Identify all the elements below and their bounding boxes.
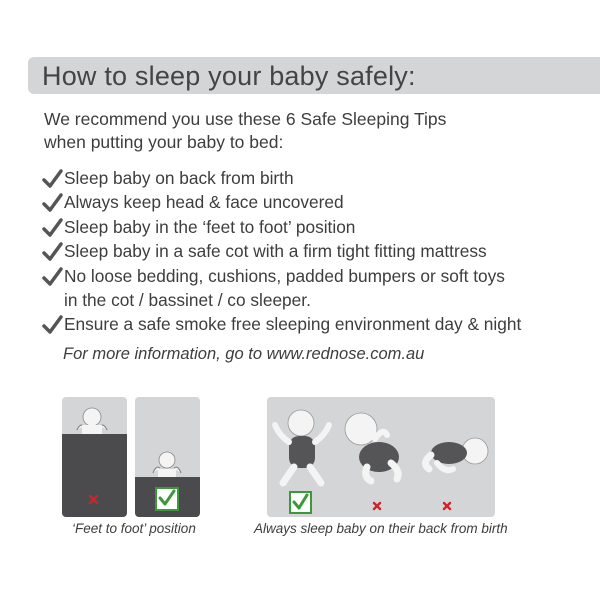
- more-info-link: For more information, go to www.rednose.com.au: [63, 345, 425, 363]
- tip-text: Sleep baby in a safe cot with a firm tight fitting mattress: [64, 241, 487, 262]
- cot-wrong-panel: [62, 397, 127, 517]
- tip-item: [42, 239, 521, 263]
- intro-text: [44, 108, 446, 154]
- blanket: [62, 434, 127, 517]
- tip-item: [42, 264, 521, 313]
- page-title: How to sleep your baby safely:: [42, 61, 416, 91]
- tips-list: [42, 166, 521, 337]
- cot-correct-panel: [135, 397, 200, 517]
- check-icon: [42, 217, 64, 239]
- check-icon: [42, 192, 64, 214]
- check-icon: [290, 492, 311, 513]
- check-icon: [42, 314, 64, 336]
- baby-icon: [62, 397, 127, 517]
- check-icon: [156, 488, 178, 510]
- tip-item: [42, 215, 521, 239]
- positions-illustration: [267, 397, 495, 517]
- baby-icon: [275, 410, 329, 483]
- back-sleep-caption: Always sleep baby on their back from birth: [254, 521, 508, 536]
- baby-icon: [425, 438, 488, 470]
- check-icon: [42, 168, 64, 190]
- check-icon: [42, 241, 64, 263]
- intro-line: when putting your baby to bed:: [44, 132, 284, 152]
- tip-line: in the cot / bassinet / co sleeper.: [64, 289, 311, 310]
- tip-text: Sleep baby on back from birth: [64, 168, 294, 188]
- check-icon: [42, 266, 64, 288]
- cross-icon: [444, 503, 450, 509]
- tip-line: No loose bedding, cushions, padded bumpers or soft toys: [64, 265, 505, 286]
- tip-item: [42, 312, 521, 336]
- tip-item: [42, 166, 521, 190]
- tip-text: Sleep baby in the ‘feet to foot’ position: [64, 216, 356, 237]
- tip-text: Ensure a safe smoke free sleeping environment day & night: [64, 314, 522, 335]
- tip-text: Always keep head & face uncovered: [64, 192, 344, 213]
- tip-text: [64, 264, 505, 312]
- cross-icon: [374, 503, 380, 509]
- intro-line: We recommend you use these 6 Safe Sleeping Tips: [44, 109, 447, 129]
- feet-to-foot-caption: ‘Feet to foot’ position: [72, 521, 196, 536]
- baby-icon: [345, 413, 399, 481]
- tip-item: [42, 190, 521, 214]
- sleep-positions-panel: [267, 397, 495, 517]
- baby-icon: [135, 397, 200, 517]
